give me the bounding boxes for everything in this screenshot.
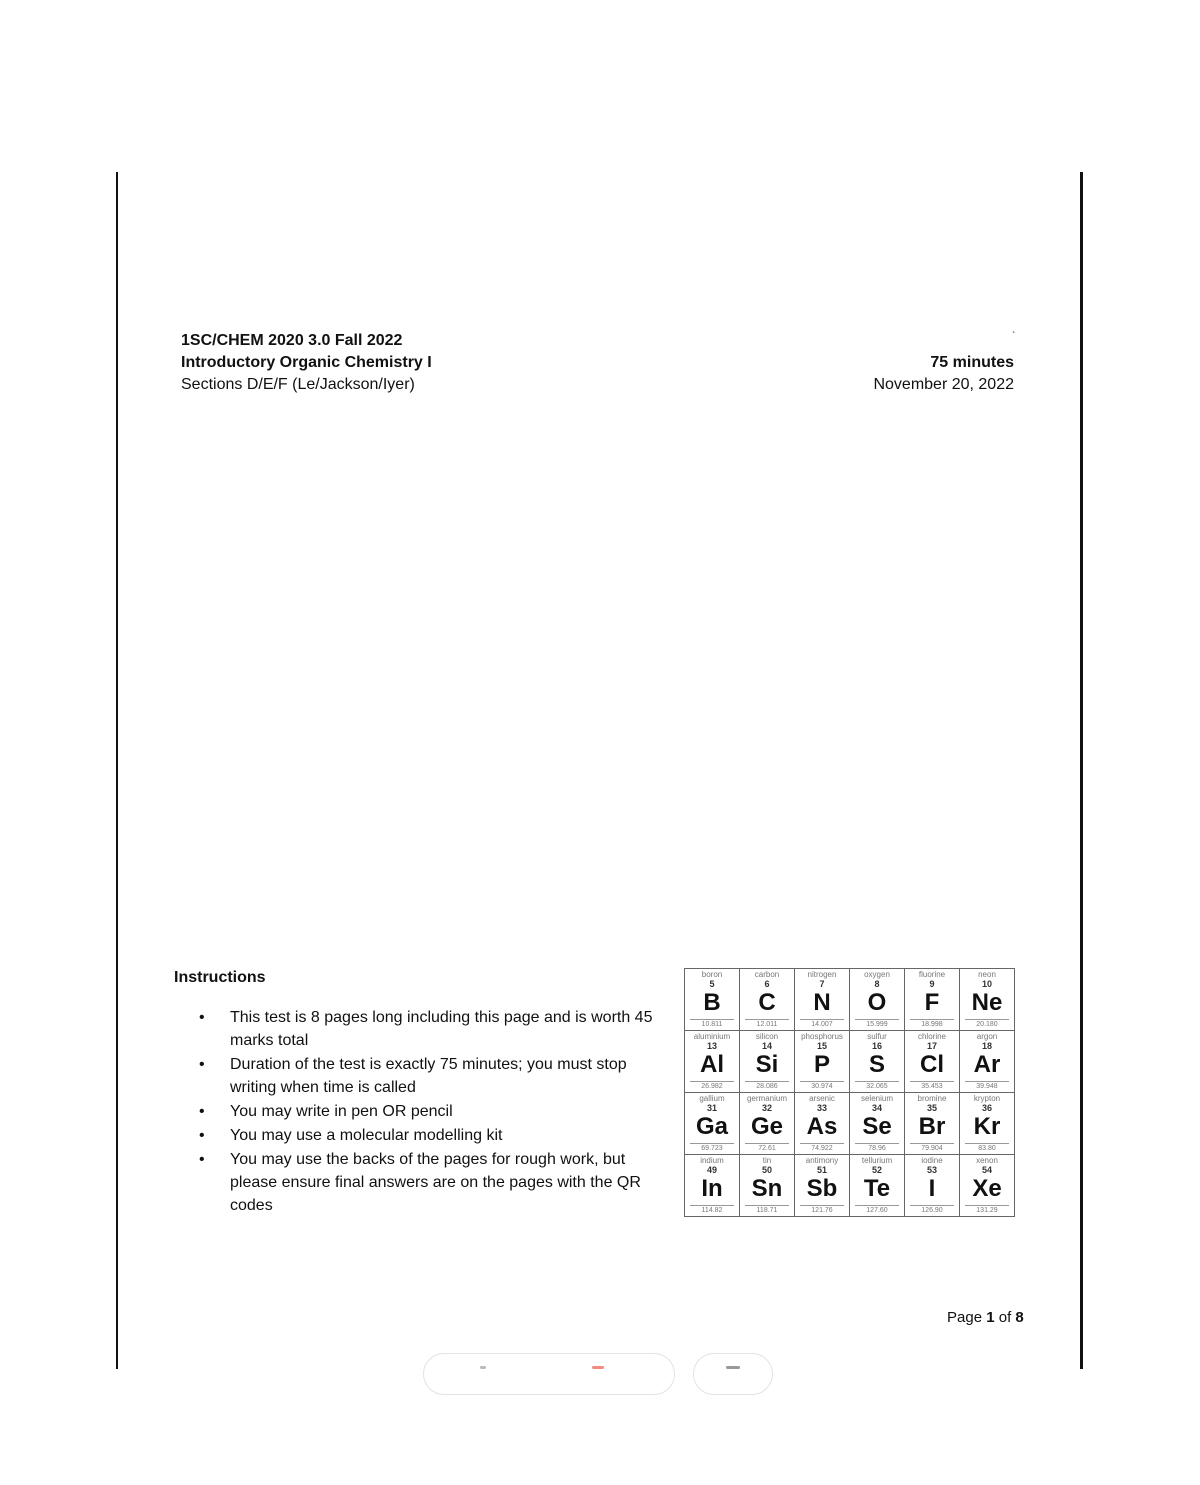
element-cell [960, 1093, 1015, 1155]
element-symbol: Br [918, 1113, 946, 1140]
element-name: tellurium [861, 1156, 893, 1165]
element-number: 49 [706, 1165, 717, 1175]
element-number: 16 [871, 1041, 882, 1051]
instruction-item: • Duration of the test is exactly 75 minutes; you must stop writing when time is called [199, 1053, 669, 1099]
element-mass: 14.007 [800, 1019, 844, 1029]
element-name: argon [976, 1032, 998, 1041]
element-symbol: S [868, 1051, 885, 1078]
element-mass: 32.065 [855, 1081, 899, 1091]
element-mass: 78.96 [855, 1143, 899, 1153]
element-number: 13 [706, 1041, 717, 1051]
element-symbol: Al [700, 1051, 724, 1078]
element-symbol: Ga [695, 1113, 728, 1140]
element-mass: 131.29 [965, 1205, 1009, 1215]
element-cell [740, 1093, 795, 1155]
element-symbol: O [867, 989, 887, 1016]
viewer-toolbar-pill[interactable] [423, 1353, 675, 1395]
element-number: 8 [874, 979, 880, 989]
tick-mark: ` [1012, 331, 1016, 342]
element-name: indium [700, 1156, 724, 1165]
element-symbol: As [806, 1113, 838, 1140]
element-symbol: C [758, 989, 776, 1016]
element-mass: 74.922 [800, 1143, 844, 1153]
element-mass: 30.974 [800, 1081, 844, 1091]
element-name: bromine [917, 1094, 947, 1103]
periodic-table-row [685, 1031, 1015, 1093]
element-cell [905, 1093, 960, 1155]
element-mass: 114.82 [690, 1205, 734, 1215]
instruction-item: • You may use a molecular modelling kit [199, 1124, 669, 1147]
element-number: 5 [709, 979, 715, 989]
element-mass: 18.998 [910, 1019, 954, 1029]
element-name: xenon [976, 1156, 998, 1165]
element-name: antimony [805, 1156, 839, 1165]
element-symbol: N [813, 989, 831, 1016]
page-right-border [1080, 172, 1083, 1369]
periodic-table-excerpt [684, 968, 1015, 1217]
element-number: 34 [871, 1103, 882, 1113]
element-symbol: Kr [973, 1113, 1001, 1140]
course-header [181, 330, 432, 396]
element-number: 33 [816, 1103, 827, 1113]
element-cell [960, 969, 1015, 1031]
element-mass: 35.453 [910, 1081, 954, 1091]
element-symbol: Xe [972, 1175, 1002, 1202]
element-name: selenium [860, 1094, 893, 1103]
periodic-table-row [685, 969, 1015, 1031]
element-cell [685, 1031, 740, 1093]
element-cell [905, 1031, 960, 1093]
element-mass: 121.76 [800, 1205, 844, 1215]
element-name: carbon [754, 970, 780, 979]
element-symbol: B [703, 989, 721, 1016]
current-page: 1 [986, 1309, 995, 1326]
element-cell [850, 1031, 905, 1093]
instruction-item: • You may write in pen OR pencil [199, 1100, 669, 1123]
element-name: krypton [973, 1094, 1001, 1103]
element-number: 51 [816, 1165, 827, 1175]
course-title: Introductory Organic Chemistry I [181, 354, 432, 371]
element-cell [905, 1155, 960, 1217]
element-mass: 69.723 [690, 1143, 734, 1153]
element-symbol: Si [755, 1051, 779, 1078]
element-cell [685, 1155, 740, 1217]
element-mass: 28.086 [745, 1081, 789, 1091]
page-of: of [998, 1309, 1012, 1326]
element-cell [740, 1031, 795, 1093]
element-symbol: In [701, 1175, 723, 1202]
element-number: 6 [764, 979, 770, 989]
page-left-border [116, 172, 118, 1369]
element-symbol: Cl [920, 1051, 944, 1078]
element-symbol: I [928, 1175, 936, 1202]
element-name: gallium [699, 1094, 725, 1103]
element-number: 15 [816, 1041, 827, 1051]
element-symbol: Ne [971, 989, 1003, 1016]
element-cell [685, 969, 740, 1031]
element-name: neon [978, 970, 996, 979]
element-symbol: Sn [751, 1175, 783, 1202]
element-mass: 79.904 [910, 1143, 954, 1153]
element-number: 53 [926, 1165, 937, 1175]
element-mass: 39.948 [965, 1081, 1009, 1091]
element-mass: 26.982 [690, 1081, 734, 1091]
element-name: arsenic [809, 1094, 835, 1103]
element-number: 50 [761, 1165, 772, 1175]
menu-icon [726, 1366, 740, 1369]
element-cell [795, 1155, 850, 1217]
element-symbol: Ge [750, 1113, 783, 1140]
element-name: aluminium [693, 1032, 731, 1041]
element-cell [905, 969, 960, 1031]
element-mass: 118.71 [745, 1205, 789, 1215]
element-cell [795, 1093, 850, 1155]
element-name: nitrogen [807, 970, 837, 979]
element-name: oxygen [864, 970, 890, 979]
page-prefix: Page [947, 1309, 983, 1326]
element-mass: 127.60 [855, 1205, 899, 1215]
element-cell [850, 1155, 905, 1217]
instruction-item: • This test is 8 pages long including this page and is worth 45 marks total [199, 1006, 669, 1052]
record-indicator-icon [592, 1366, 604, 1369]
element-number: 35 [926, 1103, 937, 1113]
exam-duration: 75 minutes [930, 354, 1014, 371]
course-code: 1SC/CHEM 2020 3.0 Fall 2022 [181, 332, 403, 349]
element-mass: 12.011 [745, 1019, 789, 1029]
element-symbol: Ar [973, 1051, 1001, 1078]
element-number: 9 [929, 979, 935, 989]
element-number: 52 [871, 1165, 882, 1175]
element-number: 14 [761, 1041, 772, 1051]
element-symbol: Sb [806, 1175, 838, 1202]
element-name: iodine [921, 1156, 943, 1165]
element-number: 31 [706, 1103, 717, 1113]
element-symbol: Se [862, 1113, 892, 1140]
element-cell [795, 1031, 850, 1093]
element-mass: 83.80 [965, 1143, 1009, 1153]
element-number: 7 [819, 979, 825, 989]
element-name: phosphorus [801, 1032, 843, 1041]
exam-meta [873, 352, 1014, 396]
instruction-item: • You may use the backs of the pages for rough work, but please ensure final answers are on the pages with the QR codes [199, 1148, 669, 1217]
element-symbol: Te [863, 1175, 891, 1202]
element-mass: 72.61 [745, 1143, 789, 1153]
element-mass: 20.180 [965, 1019, 1009, 1029]
element-symbol: P [813, 1051, 830, 1078]
element-number: 10 [981, 979, 992, 989]
page-number [947, 1309, 1024, 1326]
periodic-table-row [685, 1155, 1015, 1217]
element-cell [740, 969, 795, 1031]
element-mass: 15.999 [855, 1019, 899, 1029]
element-number: 17 [926, 1041, 937, 1051]
element-name: boron [701, 970, 723, 979]
element-name: chlorine [917, 1032, 946, 1041]
element-cell [740, 1155, 795, 1217]
element-cell [850, 969, 905, 1031]
element-name: sulfur [867, 1032, 887, 1041]
element-mass: 126.90 [910, 1205, 954, 1215]
element-cell [795, 969, 850, 1031]
instructions-list [199, 1006, 669, 1218]
element-name: tin [762, 1156, 772, 1165]
element-symbol: F [924, 989, 940, 1016]
instructions-title: Instructions [174, 969, 266, 986]
toolbar-indicator-icon [480, 1366, 486, 1369]
element-number: 54 [981, 1165, 992, 1175]
element-number: 36 [981, 1103, 992, 1113]
element-name: silicon [755, 1032, 779, 1041]
element-cell [685, 1093, 740, 1155]
element-number: 18 [981, 1041, 992, 1051]
exam-date: November 20, 2022 [873, 376, 1014, 393]
element-name: germanium [746, 1094, 787, 1103]
element-cell [960, 1155, 1015, 1217]
periodic-table-row [685, 1093, 1015, 1155]
element-cell [960, 1031, 1015, 1093]
total-pages: 8 [1015, 1309, 1024, 1326]
viewer-menu-pill[interactable] [693, 1353, 773, 1395]
element-name: fluorine [918, 970, 946, 979]
element-mass: 10.811 [690, 1019, 734, 1029]
course-sections: Sections D/E/F (Le/Jackson/Iyer) [181, 376, 415, 393]
element-cell [850, 1093, 905, 1155]
element-number: 32 [761, 1103, 772, 1113]
